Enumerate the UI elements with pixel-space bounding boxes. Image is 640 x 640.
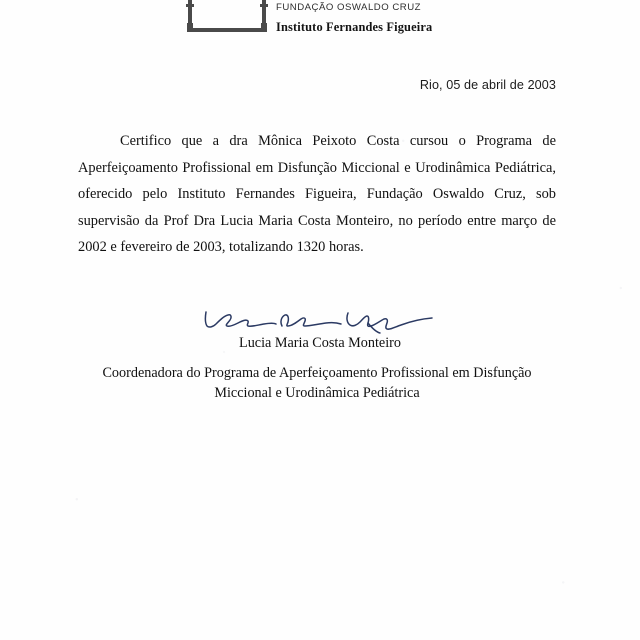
date-line: Rio, 05 de abril de 2003 [419, 78, 556, 92]
signer-role-line-2: Miccional e Urodinâmica Pediátrica [214, 385, 420, 401]
signer-role-line-1: Coordenadora do Programa de Aperfeiçoamento Profissional em Disfunção [102, 365, 532, 381]
letterhead [0, 0, 640, 44]
signer-name: Lucia Maria Costa Monteiro [239, 335, 401, 351]
signer-role [78, 363, 556, 403]
handwritten-signature-icon [202, 306, 438, 336]
organization-names [276, 0, 432, 35]
signature-block [0, 306, 640, 352]
certificate-body-paragraph: Certifico que a dra Mônica Peixoto Costa cursou o Programa de Aperfeiçoamento Profissional em Disfunção Miccional e Urodinâmica Pediátrica, oferecido pelo Instituto Fernandes Figueira, Fundação Oswaldo Cruz, sob supervisão da Prof Dra Lucia Maria Costa Monteiro, no período entre março de 2002 e fevereiro de 2003, totalizando 1320 horas. [78, 133, 556, 255]
foundation-name: FUNDAÇÃO OSWALDO CRUZ [276, 2, 421, 13]
fiocruz-bracket-logo-icon [188, 0, 266, 32]
institute-name: Instituto Fernandes Figueira [276, 20, 433, 34]
ministry-name [276, 0, 432, 1]
